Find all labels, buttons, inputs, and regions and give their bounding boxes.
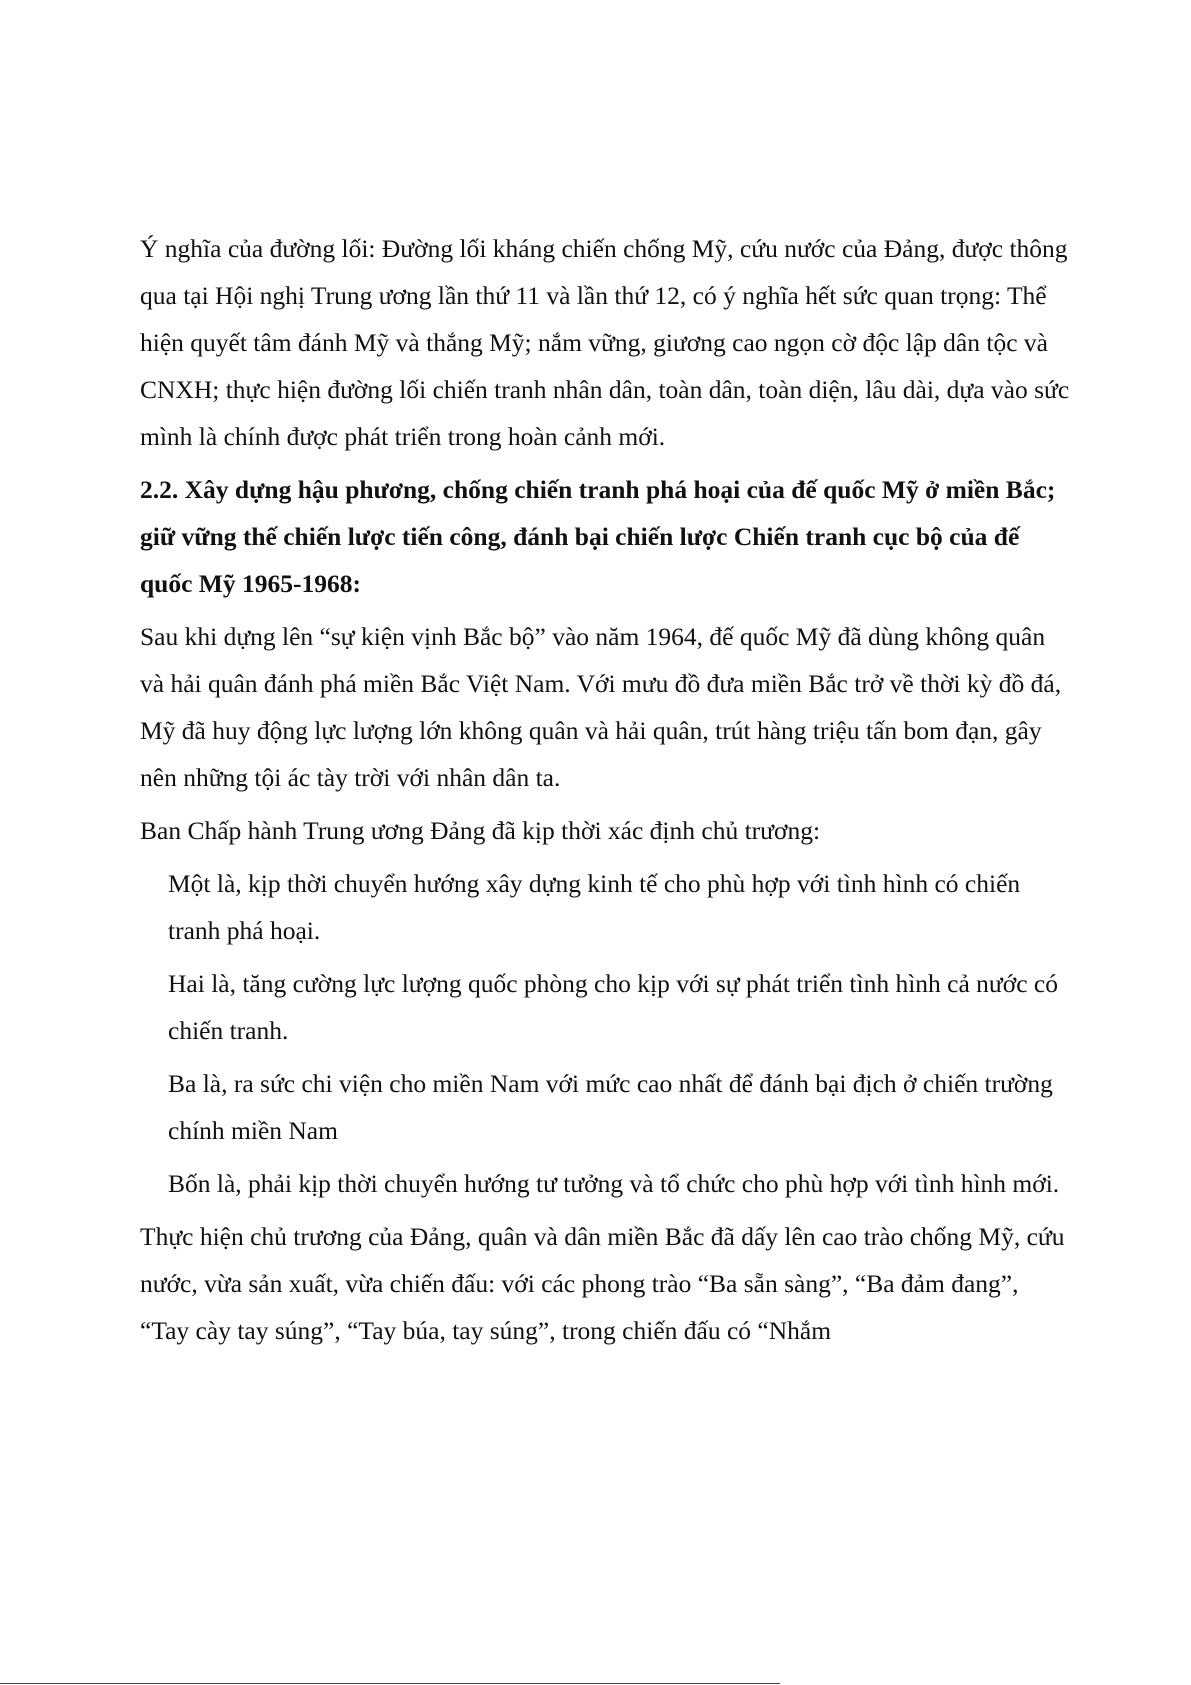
policy-item-1: Một là, kịp thời chuyển hướng xây dựng kinh tế cho phù hợp với tình hình có chiến tranh phá hoại. — [168, 869, 1021, 945]
meaning-paragraph: Ý nghĩa của đường lối: Đường lối kháng chiến chống Mỹ, cứu nước của Đảng, được thông qua tại Hội nghị Trung ương lần thứ 11 và lần thứ 12, có ý nghĩa hết sức quan trọng: Thể hiện quyết tâm đánh Mỹ và thắng Mỹ; nắm vững, giương cao ngọn cờ độc lập dân tộc và CNXH; thực hiện đường lối chiến tranh nhân dân, toàn dân, toàn diện, lâu dài, dựa vào sức mình là chính được phát triển trong hoàn cảnh mới. — [140, 234, 1070, 451]
footer-divider — [0, 1683, 780, 1684]
policy-item-4: Bốn là, phải kịp thời chuyển hướng tư tưởng và tổ chức cho phù hợp với tình hình mới. — [168, 1169, 1060, 1198]
policy-item-2: Hai là, tăng cường lực lượng quốc phòng cho kịp với sự phát triển tình hình cả nước có chiến tranh. — [168, 969, 1058, 1045]
document-body — [140, 225, 1070, 1360]
policy-intro-paragraph: Ban Chấp hành Trung ương Đảng đã kịp thời xác định chủ trương: — [140, 816, 821, 845]
policy-list — [140, 860, 1070, 1207]
attack-paragraph: Sau khi dựng lên “sự kiện vịnh Bắc bộ” vào năm 1964, đế quốc Mỹ đã dùng không quân và hải quân đánh phá miền Bắc Việt Nam. Với mưu đồ đưa miền Bắc trở về thời kỳ đồ đá, Mỹ đã huy động lực lượng lớn không quân và hải quân, trút hàng triệu tấn bom đạn, gây nên những tội ác tày trời với nhân dân ta. — [140, 622, 1062, 792]
policy-item-3: Ba là, ra sức chi viện cho miền Nam với mức cao nhất để đánh bại địch ở chiến trường chính miền Nam — [168, 1069, 1053, 1145]
implementation-paragraph: Thực hiện chủ trương của Đảng, quân và dân miền Bắc đã dấy lên cao trào chống Mỹ, cứu nước, vừa sản xuất, vừa chiến đấu: với các phong trào “Ba sẵn sàng”, “Ba đảm đang”, “Tay cày tay súng”, “Tay búa, tay súng”, trong chiến đấu có “Nhắm — [140, 1222, 1065, 1345]
section-heading: 2.2. Xây dựng hậu phương, chống chiến tranh phá hoại của đế quốc Mỹ ở miền Bắc; giữ vững thế chiến lược tiến công, đánh bại chiến lược Chiến tranh cục bộ của đế quốc Mỹ 1965-1968: — [140, 475, 1056, 598]
